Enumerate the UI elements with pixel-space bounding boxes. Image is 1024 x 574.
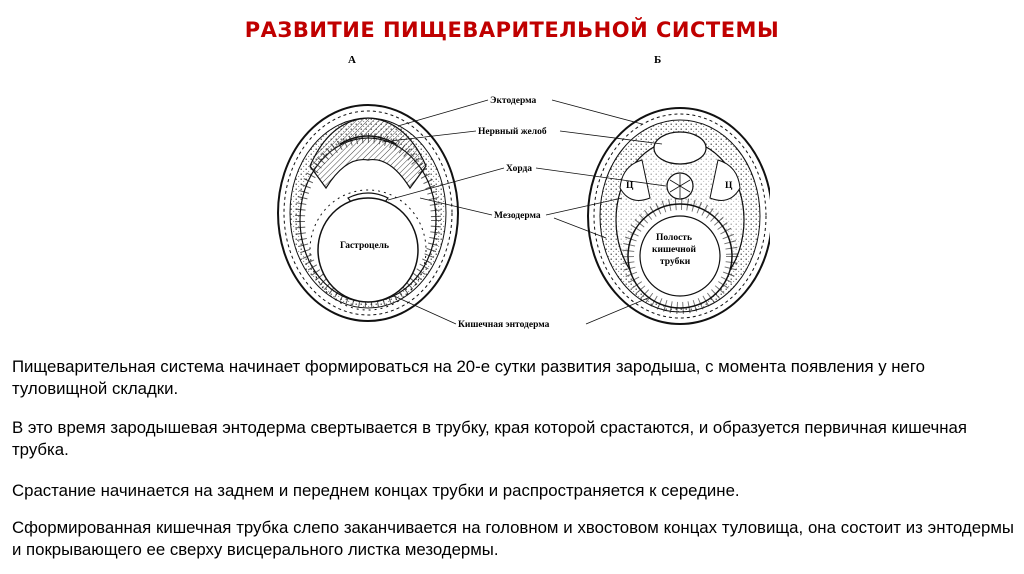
page-title: РАЗВИТИЕ ПИЩЕВАРИТЕЛЬНОЙ СИСТЕМЫ xyxy=(244,18,780,42)
paragraph-2: В это время зародышевая энтодерма свертывается в трубку, края которой срастаются, и образуется первичная кишечная трубка. xyxy=(12,418,967,459)
coelom-left-label: Ц xyxy=(626,181,634,191)
embryo-a xyxy=(278,105,458,321)
paragraph-3: Срастание начинается на заднем и переднем концах трубки и распространяется к середине. xyxy=(12,481,740,500)
paragraph-4: Сформированная кишечная трубка слепо заканчивается на головном и хвостовом концах туловища, она состоит из энтодермы и покрывающего ее сверху висцерального листка мезодермы. xyxy=(12,518,1014,559)
gut-cavity-line-2: кишечной xyxy=(652,245,697,255)
label-neural-groove: Нервный желоб xyxy=(478,127,547,137)
paragraph-1: Пищеварительная система начинает формироваться на 20-е сутки развития зародыша, с момента появления у него туловищной складки. xyxy=(12,357,925,398)
coelom-right-label: Ц xyxy=(725,181,733,191)
label-gut-endoderm: Кишечная энтодерма xyxy=(458,320,550,330)
gut-cavity-line-1: Полость xyxy=(656,233,693,243)
embryo-b xyxy=(588,108,770,324)
panel-a-letter: А xyxy=(348,54,356,66)
panel-b-letter: Б xyxy=(654,54,662,66)
label-mesoderm: Мезодерма xyxy=(494,211,541,221)
diagram-svg xyxy=(270,48,770,348)
embryo-diagram xyxy=(270,48,770,348)
gastrocoel-label: Гастроцель xyxy=(340,241,390,251)
label-chord: Хорда xyxy=(506,164,533,174)
gut-cavity-line-3: трубки xyxy=(660,257,691,267)
label-ectoderm: Эктодерма xyxy=(490,96,537,106)
